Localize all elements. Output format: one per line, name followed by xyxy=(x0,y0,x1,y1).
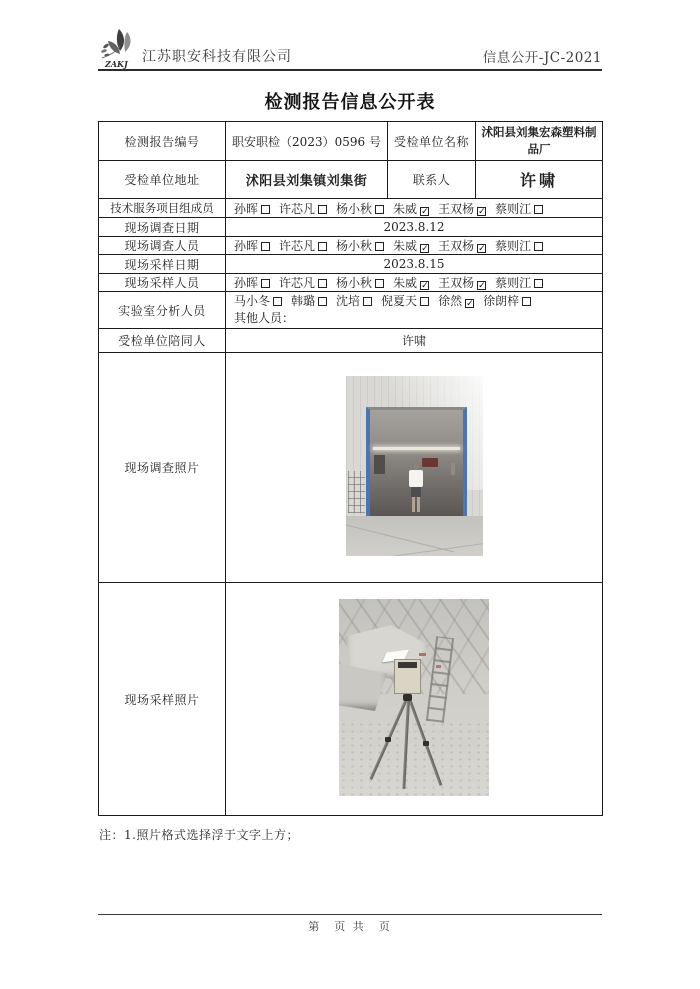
survey-photo-image xyxy=(346,376,483,556)
disclosure-form-table xyxy=(98,121,603,816)
unchecked-checkbox-icon xyxy=(261,242,270,251)
address-label: 受检单位地址 xyxy=(99,161,226,199)
member-checkbox-item xyxy=(438,276,486,290)
footer-divider xyxy=(98,914,602,915)
checked-checkbox-icon: ✓ xyxy=(478,206,486,217)
unchecked-checkbox-icon xyxy=(318,205,327,214)
table-row xyxy=(99,122,603,161)
member-checkbox-item xyxy=(279,202,327,216)
team-label: 技术服务项目组成员 xyxy=(99,199,226,218)
companion-value: 许啸 xyxy=(226,329,603,353)
team-members xyxy=(226,199,603,218)
sampling-date-value: 2023.8.15 xyxy=(226,255,603,274)
unchecked-checkbox-icon xyxy=(375,205,384,214)
unchecked-checkbox-icon xyxy=(534,205,543,214)
member-checkbox-item xyxy=(291,294,327,308)
sampling-photo-image xyxy=(339,599,489,796)
member-checkbox-item xyxy=(234,276,270,290)
member-name: 王双杨 xyxy=(438,239,475,253)
member-name: 孙晖 xyxy=(234,201,259,216)
page-number-text: 第 页 共 页 xyxy=(308,920,392,933)
member-checkbox-item xyxy=(438,294,474,308)
unchecked-checkbox-icon xyxy=(534,279,543,288)
person-walking xyxy=(407,464,426,517)
member-checkbox-item xyxy=(336,276,384,290)
report-no-label: 检测报告编号 xyxy=(99,122,226,161)
red-mark xyxy=(419,653,426,656)
member-name: 杨小秋 xyxy=(336,239,373,253)
unchecked-checkbox-icon xyxy=(522,297,531,306)
unchecked-checkbox-icon xyxy=(318,279,327,288)
tripod-head xyxy=(403,694,412,701)
member-name: 沈培 xyxy=(336,294,361,308)
unchecked-checkbox-icon xyxy=(318,297,327,306)
page-header xyxy=(98,27,602,71)
unchecked-checkbox-icon xyxy=(273,297,282,306)
survey-staff-label: 现场调查人员 xyxy=(99,237,226,255)
sampling-staff-label: 现场采样人员 xyxy=(99,274,226,292)
table-row xyxy=(99,583,603,816)
address-value: 沭阳县刘集镇刘集街 xyxy=(245,174,368,189)
logo-text: ZAKJ xyxy=(105,59,128,69)
sampling-staff-members xyxy=(226,274,603,292)
checked-checkbox-icon: ✓ xyxy=(478,281,486,291)
table-row xyxy=(99,274,603,292)
report-no-value: 职安职检（2023）0596 号 xyxy=(226,122,388,161)
member-checkbox-item xyxy=(393,276,429,290)
ceiling-light-band xyxy=(373,447,460,450)
member-name: 孙晖 xyxy=(234,239,259,253)
member-name: 杨小秋 xyxy=(336,201,373,216)
member-checkbox-item xyxy=(393,239,429,253)
table-row xyxy=(99,218,603,237)
member-checkbox-item xyxy=(336,294,372,308)
table-row xyxy=(99,199,603,218)
lab-staff-label: 实验室分析人员 xyxy=(99,292,226,329)
member-name: 朱威 xyxy=(393,201,418,216)
scaffold-rack xyxy=(348,471,365,513)
table-row xyxy=(99,353,603,583)
member-name: 马小冬 xyxy=(234,294,271,308)
far-person xyxy=(451,463,455,475)
member-name: 王双杨 xyxy=(438,201,475,216)
unchecked-checkbox-icon xyxy=(261,279,270,288)
member-name: 韩璐 xyxy=(291,294,316,308)
member-name: 蔡则江 xyxy=(495,239,532,253)
unchecked-checkbox-icon xyxy=(375,279,384,288)
member-checkbox-item xyxy=(336,239,384,253)
member-name: 许芯凡 xyxy=(279,276,316,290)
unchecked-checkbox-icon xyxy=(363,297,372,306)
tripod-clamp xyxy=(423,741,429,746)
table-row xyxy=(99,292,603,329)
table-row xyxy=(99,161,603,199)
checked-checkbox-icon: ✓ xyxy=(421,206,429,217)
member-checkbox-item xyxy=(438,202,486,216)
member-checkbox-item xyxy=(483,294,531,308)
checked-checkbox-icon: ✓ xyxy=(466,299,474,309)
member-checkbox-item xyxy=(495,239,543,253)
other-staff-label: 其他人员： xyxy=(234,311,295,325)
survey-date-label: 现场调查日期 xyxy=(99,218,226,237)
unit-name-value: 沭阳县刘集宏森塑料制品厂 xyxy=(481,125,597,156)
checked-checkbox-icon: ✓ xyxy=(421,281,429,291)
sampling-photo-label: 现场采样照片 xyxy=(99,583,226,816)
member-name: 朱威 xyxy=(393,276,418,290)
company-logo-icon xyxy=(98,28,140,69)
member-checkbox-item xyxy=(393,202,429,216)
member-name: 蔡则江 xyxy=(495,276,532,290)
member-checkbox-item xyxy=(234,294,282,308)
company-name: 江苏职安科技有限公司 xyxy=(142,49,292,65)
unchecked-checkbox-icon xyxy=(375,242,384,251)
sampling-date-label: 现场采样日期 xyxy=(99,255,226,274)
unchecked-checkbox-icon xyxy=(318,242,327,251)
unchecked-checkbox-icon xyxy=(261,205,270,214)
member-name: 王双杨 xyxy=(438,276,475,290)
contact-label: 联系人 xyxy=(388,161,476,199)
member-checkbox-item xyxy=(381,294,429,308)
survey-photo-label: 现场调查照片 xyxy=(99,353,226,583)
checked-checkbox-icon: ✓ xyxy=(478,244,486,254)
member-name: 蔡则江 xyxy=(495,201,532,216)
contact-value: 许啸 xyxy=(519,171,558,190)
member-name: 徐然 xyxy=(438,294,463,308)
member-checkbox-item xyxy=(495,276,543,290)
footnote: 注：1.照片格式选择浮于文字上方； xyxy=(99,828,299,842)
survey-date-value: 2023.8.12 xyxy=(226,218,603,237)
companion-label: 受检单位陪同人 xyxy=(99,329,226,353)
floor-seam xyxy=(346,522,454,552)
page-title: 检测报告信息公开表 xyxy=(264,92,436,113)
member-checkbox-item xyxy=(234,202,270,216)
member-checkbox-item xyxy=(234,239,270,253)
machine-silhouette xyxy=(374,455,385,474)
member-checkbox-item xyxy=(279,239,327,253)
member-name: 倪夏天 xyxy=(381,294,418,308)
document-code: 信息公开-JC-2021 xyxy=(482,50,602,66)
survey-staff-members xyxy=(226,237,603,255)
member-name: 许芯凡 xyxy=(279,201,316,216)
member-name: 徐朗梓 xyxy=(483,294,520,308)
member-name: 许芯凡 xyxy=(279,239,316,253)
member-name: 孙晖 xyxy=(234,276,259,290)
floor-seam xyxy=(376,540,482,556)
table-row xyxy=(99,237,603,255)
table-row xyxy=(99,329,603,353)
concrete-floor xyxy=(346,516,483,556)
lab-staff-members xyxy=(234,293,602,310)
member-checkbox-item xyxy=(438,239,486,253)
unchecked-checkbox-icon xyxy=(420,297,429,306)
member-name: 杨小秋 xyxy=(336,276,373,290)
unchecked-checkbox-icon xyxy=(534,242,543,251)
member-name: 朱威 xyxy=(393,239,418,253)
table-row xyxy=(99,255,603,274)
member-checkbox-item xyxy=(495,202,543,216)
dusty-ground xyxy=(339,721,489,796)
red-mark xyxy=(436,665,441,668)
sampling-instrument xyxy=(394,659,421,694)
member-checkbox-item xyxy=(279,276,327,290)
unit-name-label: 受检单位名称 xyxy=(388,122,476,161)
tripod-clamp xyxy=(385,737,391,742)
checked-checkbox-icon: ✓ xyxy=(421,244,429,254)
member-checkbox-item xyxy=(336,202,384,216)
